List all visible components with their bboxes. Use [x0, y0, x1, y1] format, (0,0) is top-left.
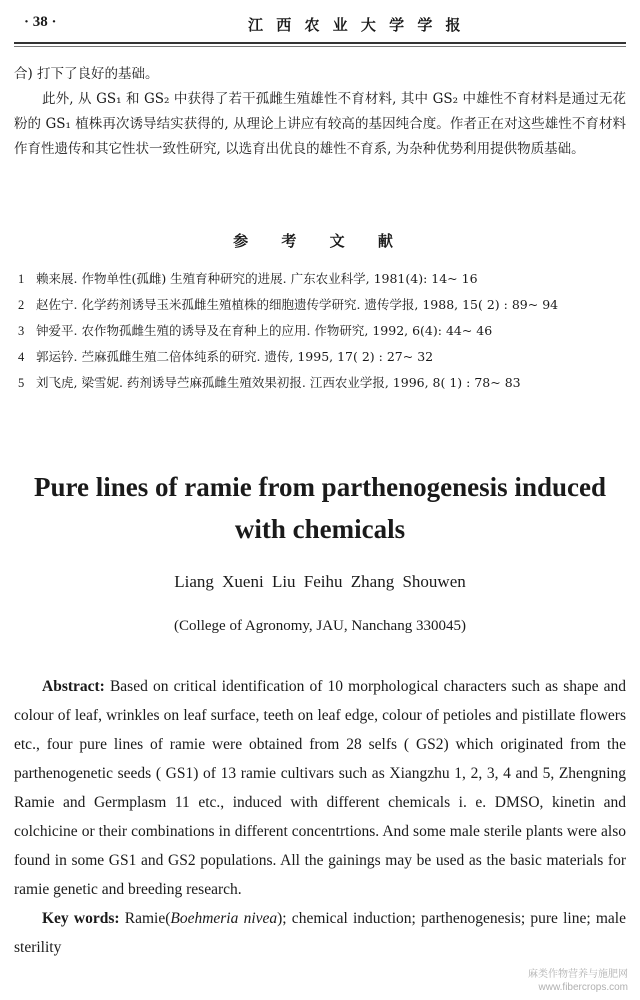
keywords-species: Boehmeria nivea: [170, 910, 278, 927]
author-list: Liang Xueni Liu Feihu Zhang Shouwen: [174, 572, 466, 591]
header-rule: [14, 42, 626, 44]
english-title-line-1: Pure lines of ramie from parthenogenesis induced: [34, 472, 606, 502]
chinese-body: [14, 62, 626, 162]
reference-text: 赵佐宁. 化学药剂诱导玉米孤雌生殖植株的细胞遗传学研究. 遗传学报, 1988, 15( 2) : 89~ 94: [36, 297, 559, 312]
reference-item: [18, 318, 622, 344]
reference-number: 2: [18, 298, 25, 312]
reference-item: [18, 344, 622, 370]
reference-item: [18, 266, 622, 292]
keywords-pre: Ramie(: [124, 910, 171, 927]
reference-item: [18, 292, 622, 318]
reference-number: 5: [18, 376, 25, 390]
watermark-line-1: 麻类作物营养与施肥网: [528, 969, 628, 980]
reference-text: 赖来展. 作物单性(孤雌) 生殖育种研究的进展. 广东农业科学, 1981(4): 14~ 16: [36, 271, 478, 286]
keywords-label: Key words:: [42, 910, 120, 927]
header-rule-thin: [14, 46, 626, 47]
reference-list: [18, 266, 622, 396]
reference-number: 1: [18, 272, 25, 286]
abstract: [14, 672, 626, 904]
reference-number: 3: [18, 324, 25, 338]
reference-text: 刘飞虎, 梁雪妮. 药剂诱导苎麻孤雌生殖效果初报. 江西农业学报, 1996, 8( 1) : 78~ 83: [36, 375, 521, 390]
english-title-line-2: with chemicals: [234, 514, 406, 544]
watermark-line-2: www.fibercrops.com: [538, 982, 628, 993]
reference-item: [18, 370, 622, 396]
page-number: · 38 ·: [24, 14, 57, 30]
running-header: [0, 0, 640, 46]
continued-line: 合) 打下了良好的基础。: [14, 66, 159, 82]
references-title: 参 考 文 献: [233, 232, 407, 250]
reference-text: 钟爱平. 农作物孤雌生殖的诱导及在育种上的应用. 作物研究, 1992, 6(4): 44~ 46: [36, 323, 493, 338]
journal-name: 江 西 农 业 大 学 学 报: [248, 16, 465, 34]
keywords: [14, 904, 626, 962]
abstract-label: Abstract:: [42, 678, 105, 695]
abstract-text: Based on critical identification of 10 morphological characters such as shape and colour of leaf, wrinkles on leaf surface, teeth on leaf edge, colour of petioles and pistillate flowers etc., four pure lines of ramie were obtained from 28 selfs ( GS2) which originated from the parthenogenetic seeds ( GS1) of 13 ramie cultivars such as Xiangzhu 1, 2, 3, 4 and 5, Zhengning Ramie and Germplasm 11 etc., induced with different chemicals i. e. DMSO, kinetin and colchicine or their combinations in different concentrtions. And some male sterile plants were also found in some GS1 and GS2 populations. All the gainings may be used as the basic materials for ramie genetic and breeding research.: [14, 678, 626, 898]
reference-number: 4: [18, 350, 25, 364]
english-title: [0, 466, 640, 550]
keywords-post: ); chemical induction; parthenogenesis; pure line; male sterility: [14, 910, 626, 956]
affiliation: (College of Agronomy, JAU, Nanchang 330045): [174, 618, 466, 634]
chinese-paragraph: 此外, 从 GS₁ 和 GS₂ 中获得了若干孤雌生殖雄性不育材料, 其中 GS₂ 中雄性不育材料是通过无花粉的 GS₁ 植株再次诱导结实获得的, 从理论上讲应有较高的基因纯合度。作者正在对这些雄性不育材料作育性遗传和其它性状一致性研究, 以选育出优良的雄性不育系, 为杂种优势利用提供物质基础。: [14, 91, 626, 157]
site-watermark: [528, 968, 628, 994]
reference-text: 郭运钤. 苎麻孤雌生殖二倍体纯系的研究. 遗传, 1995, 17( 2) : 27~ 32: [36, 349, 434, 364]
